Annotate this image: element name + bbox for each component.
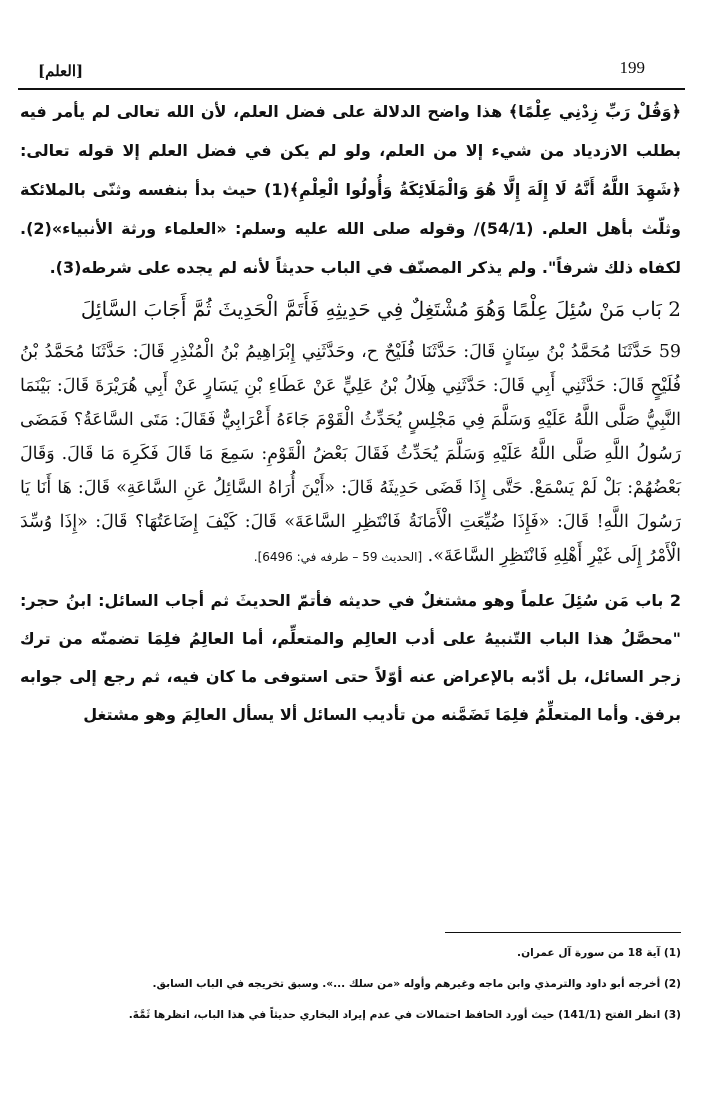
hadith-body: 59 حَدَّثَنَا مُحَمَّدُ بْنُ سِنَانٍ قَالَ: حَدَّثَنَا فُلَيْحٌ ح، وحَدَّثَنِي إِبْرَاهِيمُ بْنُ الْمُنْذِرِ قَالَ: حَدَّثَنَا مُحَمَّدُ بْنُ فُلَيْحٍ قَالَ: حَدَّثَنِي أَبِي قَالَ: حَدَّثَنِي هِلَالُ بْنُ عَلِيٍّ عَنْ عَطَاءِ بْنِ يَسَارٍ عَنْ أَبِي هُرَيْرَةَ قَالَ: بَيْنَمَا النَّبِيُّ صَلَّى اللَّهُ عَلَيْهِ وَسَلَّمَ فِي مَجْلِسٍ يُحَدِّثُ الْقَوْمَ جَاءَهُ أَعْرَابِيٌّ فَقَالَ: مَتَى السَّاعَةُ؟ فَمَضَى رَسُولُ اللَّهِ صَلَّى اللَّهُ عَلَيْهِ وَسَلَّمَ يُحَدِّثُ فَقَالَ بَعْضُ الْقَوْمِ: سَمِعَ مَا قَالَ فَكَرِهَ مَا قَالَ. وَقَالَ بَعْضُهُمْ: بَلْ لَمْ يَسْمَعْ. حَتَّى إِذَا قَضَى حَدِيثَهُ قَالَ: «أَيْنَ أُرَاهُ السَّائِلُ عَنِ السَّاعَةِ» قَالَ: هَا أَنَا يَا رَسُولَ اللَّهِ! قَالَ: «فَإِذَا ضُيِّعَتِ الْأَمَانَةُ فَانْتَظِرِ السَّاعَةَ» قَالَ: كَيْفَ إِضَاعَتُهَا؟ قَالَ: «إِذَا وُسِّدَ الْأَمْرُ إِلَى غَيْرِ أَهْلِهِ فَانْتَظِرِ السَّاعَةَ». [20, 342, 681, 566]
intro-paragraph: ﴿وَقُلْ رَبِّ زِدْنِي عِلْمًا﴾ هذا واضح الدلالة على فضل العلم، لأن الله تعالى لم يأمر فيه بطلب الازدياد من شيء إلا من العلم، ولو لم يكن في فضل العلم إلا قوله تعالى: ﴿شَهِدَ اللَّهُ أَنَّهُ لَا إِلَهَ إِلَّا هُوَ وَالْمَلَائِكَةُ وَأُولُوا الْعِلْمِ﴾(1) حيث بدأ بنفسه وثنّى بالملائكة وثلّث بأهل العلم. (54/1)/ وقوله صلى الله عليه وسلم: «العلماء ورثة الأنبياء»(2). لكفاه ذلك شرفاً". ولم يذكر المصنّف في الباب حديثاً لأنه لم يجده على شرطه(3). [20, 102, 681, 277]
hadith-reference: [الحديث 59 – طرفه في: 6496]. [253, 550, 423, 564]
footnotes [22, 938, 681, 1031]
page-number: 199 [619, 58, 645, 77]
page-body [20, 92, 681, 734]
footnote-2: (2) أخرجه أبو داود والترمذي وابن ماجه وغيرهم وأوله «من سلك ...». وسبق تخريجه في الباب السابق. [152, 978, 681, 990]
commentary-paragraph: 2 باب مَن سُئِلَ علماً وهو مشتغلٌ في حديثه فأتمّ الحديثَ ثم أجاب السائل: ابنُ حجر: "محصَّلُ هذا الباب التّنبيهُ على أدب العالِم والمتعلِّم، أما العالِمُ فلِمَا تضمنّه من ترك زجر السائل، بل أدّبه بالإعراض عنه أوّلاً حتى استوفى ما كان فيه، ثم رجع إلى جوابه برفق. وأما المتعلِّمُ فلِمَا تَضَمَّنه من تأديب السائل ألا يسأل العالِمَ وهو مشتغل [20, 591, 681, 724]
footnote-separator [445, 932, 681, 933]
chapter-heading: 2 بَاب مَنْ سُئِلَ عِلْمًا وَهُوَ مُشْتَغِلٌ فِي حَدِيثِهِ فَأَتَمَّ الْحَدِيثَ ثُمَّ أَجَابَ السَّائِلَ [80, 297, 681, 321]
footnote-1: (1) آية 18 من سورة آل عمران. [517, 947, 681, 959]
page-header [18, 54, 685, 90]
running-head: [العلم] [38, 62, 84, 80]
footnote-3: (3) انظر الفتح (141/1) حيث أورد الحافظ احتمالات في عدم إيراد البخاري حديثاً في هذا الباب، انظرها ثَمَّةَ. [128, 1009, 681, 1021]
hadith-text [20, 335, 681, 574]
